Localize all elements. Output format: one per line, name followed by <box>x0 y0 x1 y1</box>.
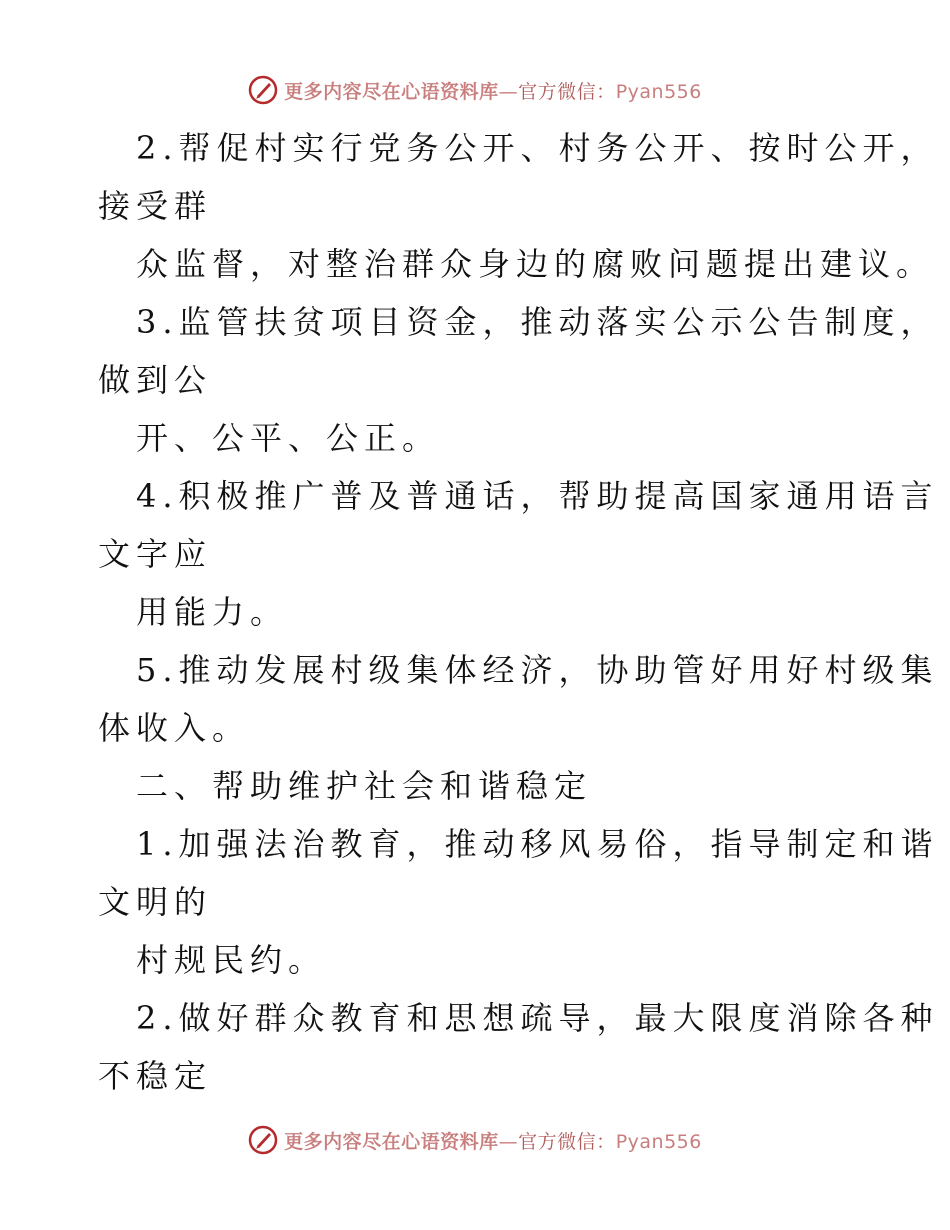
paragraph-line: 2.做好群众教育和思想疏导，最大限度消除各种 <box>136 999 939 1037</box>
paragraph-line: 文明的 <box>98 883 213 921</box>
watermark-wechat-id: Pyan556 <box>615 80 702 103</box>
paragraph-line: 体收入。 <box>98 709 251 747</box>
watermark-wechat-id: Pyan556 <box>615 1130 702 1153</box>
paragraph-line: 1.加强法治教育，推动移风易俗，指导制定和谐 <box>136 825 939 863</box>
paragraph-line: 文字应 <box>98 535 213 573</box>
watermark-text: 更多内容尽在心语资料库 <box>284 1130 499 1153</box>
watermark-official-label: 官方微信： <box>518 80 616 103</box>
section-heading: 二、帮助维护社会和谐稳定 <box>136 767 593 805</box>
quill-pen-logo-icon <box>248 75 278 105</box>
paragraph-line: 众监督，对整治群众身边的腐败问题提出建议。 <box>136 245 935 283</box>
quill-pen-logo-icon <box>248 1125 278 1155</box>
paragraph-line: 开、公平、公正。 <box>136 419 441 457</box>
paragraph-line: 村规民约。 <box>136 941 327 979</box>
paragraph-line: 5.推动发展村级集体经济，协助管好用好村级集 <box>136 651 939 689</box>
watermark-separator: — <box>498 1130 519 1153</box>
watermark-text: 更多内容尽在心语资料库 <box>284 80 499 103</box>
paragraph-line: 接受群 <box>98 187 213 225</box>
watermark-separator: — <box>498 80 519 103</box>
paragraph-line: 3.监管扶贫项目资金，推动落实公示公告制度， <box>136 303 939 341</box>
paragraph-line: 2.帮促村实行党务公开、村务公开、按时公开， <box>136 129 939 167</box>
paragraph-line: 做到公 <box>98 361 213 399</box>
watermark-official-label: 官方微信： <box>518 1130 616 1153</box>
footer-watermark <box>0 1120 950 1160</box>
paragraph-line: 4.积极推广普及普通话，帮助提高国家通用语言 <box>136 477 939 515</box>
header-watermark <box>0 70 950 110</box>
paragraph-line: 用能力。 <box>136 593 289 631</box>
paragraph-line: 不稳定 <box>98 1057 213 1095</box>
